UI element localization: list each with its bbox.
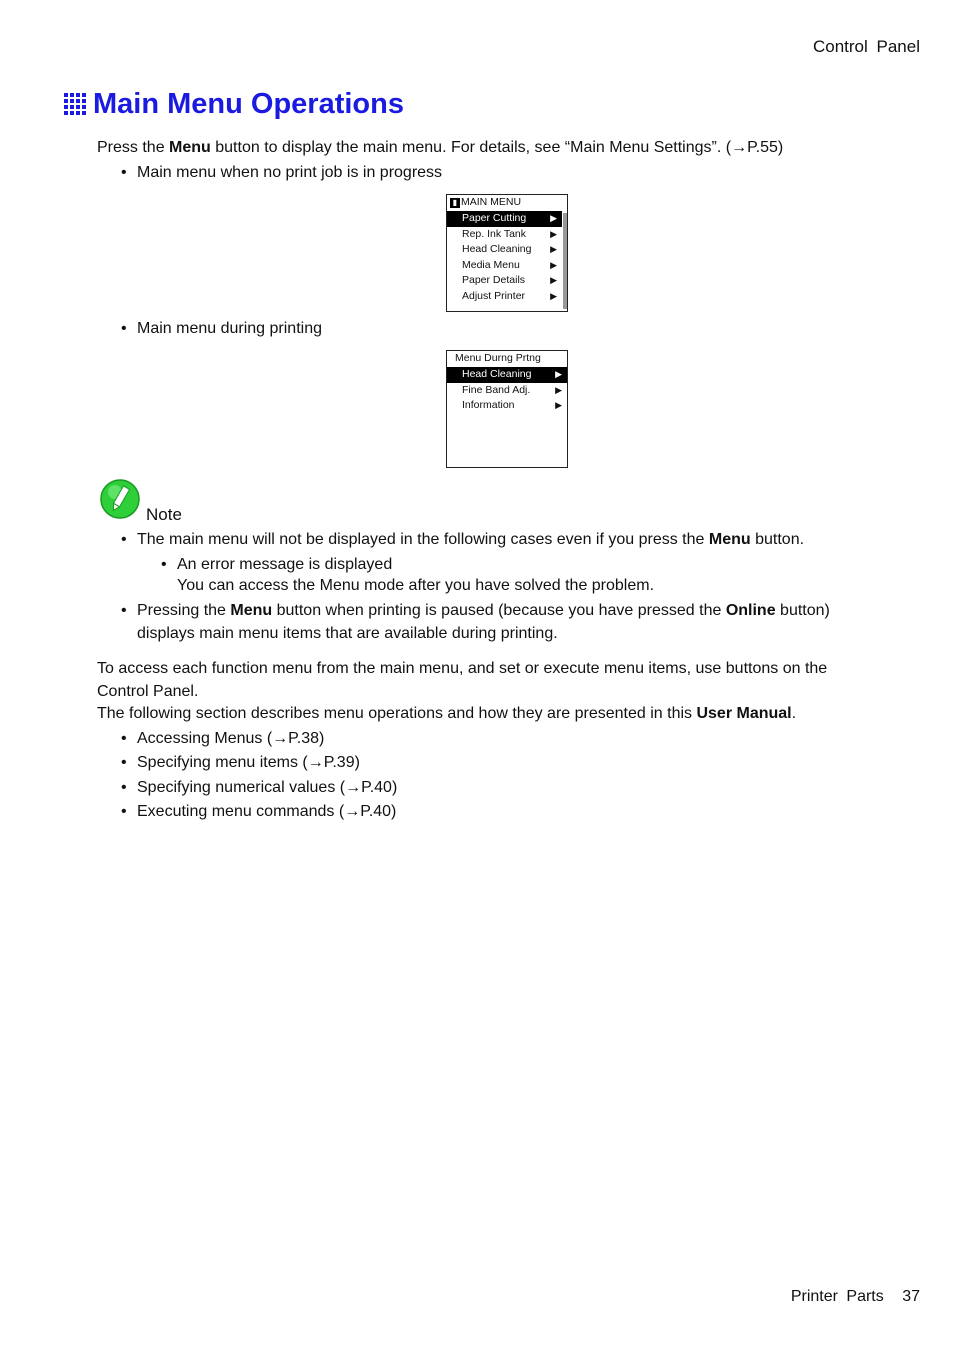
intro-bold: Menu <box>169 139 211 156</box>
note-label: Note <box>146 505 182 524</box>
page-number: 37 <box>902 1288 920 1305</box>
intro-text-pre: Press the <box>97 139 170 156</box>
bullet-printing: • Main menu during printing <box>121 320 322 337</box>
lcd-main-header <box>447 195 567 211</box>
pencil-icon <box>100 479 140 519</box>
lcd-main-item <box>447 211 562 227</box>
footer <box>791 1288 920 1306</box>
link-accessing-menus[interactable]: • Accessing Menus (→P.38) <box>121 730 325 747</box>
lcd-main-item <box>447 242 562 258</box>
footer-section: Printer Parts <box>790 1288 884 1305</box>
lcd-main-item-label: Paper Details <box>462 274 526 287</box>
lcd-printing-item-label: Head Cleaning <box>462 368 532 380</box>
lcd-main-item-label: Rep. Ink Tank <box>462 227 527 240</box>
lcd-printing-menu <box>446 350 568 468</box>
access-line-3: The following section describes menu operations and how they are presented in this User Manual. <box>97 705 797 722</box>
lcd-main-menu <box>446 194 568 312</box>
note-item-2: • Pressing the Menu button when printing is paused (because you have pressed the Online button) <box>121 602 830 619</box>
printer-icon: ▮ <box>450 198 460 208</box>
lcd-main-item <box>447 227 562 243</box>
header-section: Control Panel <box>812 37 920 56</box>
lcd-printing-item <box>447 367 567 383</box>
lcd-main-item-label: Head Cleaning <box>462 243 532 256</box>
triangle-right-icon: ▶ <box>555 369 562 379</box>
intro-paragraph <box>97 136 783 159</box>
access-line-2: Control Panel. <box>97 683 199 700</box>
triangle-right-icon: ▶ <box>555 400 562 411</box>
intro-text-post: button to display the main menu. For details, see “Main Menu Settings”. (→P.55) <box>210 139 784 156</box>
lcd-main-item-label: Paper Cutting <box>462 212 527 224</box>
page-title: Main Menu Operations <box>93 88 404 120</box>
note-item-1: • The main menu will not be displayed in the following cases even if you press the Menu button. <box>121 531 805 548</box>
lcd-scrollbar <box>563 213 567 309</box>
note-sub-item-1-detail: You can access the Menu mode after you have solved the problem. <box>177 577 655 594</box>
lcd-printing-item <box>447 383 567 399</box>
triangle-right-icon: ▶ <box>550 259 557 270</box>
triangle-right-icon: ▶ <box>550 244 557 255</box>
link-specifying-menu-items[interactable]: • Specifying menu items (→P.39) <box>121 754 360 771</box>
lcd-printing-item <box>447 398 567 414</box>
lcd-main-item-label: Media Menu <box>462 258 520 271</box>
link-executing-menu-commands[interactable]: • Executing menu commands (→P.40) <box>121 803 397 820</box>
lcd-printing-header <box>447 351 567 367</box>
bullet-no-job: • Main menu when no print job is in progress <box>121 164 443 181</box>
lcd-main-item <box>447 258 562 274</box>
triangle-right-icon: ▶ <box>555 384 562 395</box>
lcd-printing-item-label: Information <box>462 399 515 412</box>
lcd-main-title: MAIN MENU <box>461 196 522 209</box>
triangle-right-icon: ▶ <box>550 290 557 301</box>
page-title-block <box>64 88 404 121</box>
note-item-2-line2: displays main menu items that are available during printing. <box>137 625 558 642</box>
lcd-main-item <box>447 273 562 289</box>
link-specifying-numerical-values[interactable]: • Specifying numerical values (→P.40) <box>121 779 398 796</box>
triangle-right-icon: ▶ <box>550 275 557 286</box>
access-line-1: To access each function menu from the main menu, and set or execute menu items, use buttons on the <box>97 660 828 677</box>
lcd-printing-title: Menu Durng Prtng <box>455 352 541 365</box>
grid-icon <box>64 93 88 117</box>
lcd-printing-item-label: Fine Band Adj. <box>462 383 531 396</box>
lcd-main-item <box>447 289 562 305</box>
note-sub-item-1: • An error message is displayed <box>161 556 393 573</box>
lcd-main-item-label: Adjust Printer <box>462 289 526 302</box>
triangle-right-icon: ▶ <box>550 228 557 239</box>
triangle-right-icon: ▶ <box>550 213 557 223</box>
